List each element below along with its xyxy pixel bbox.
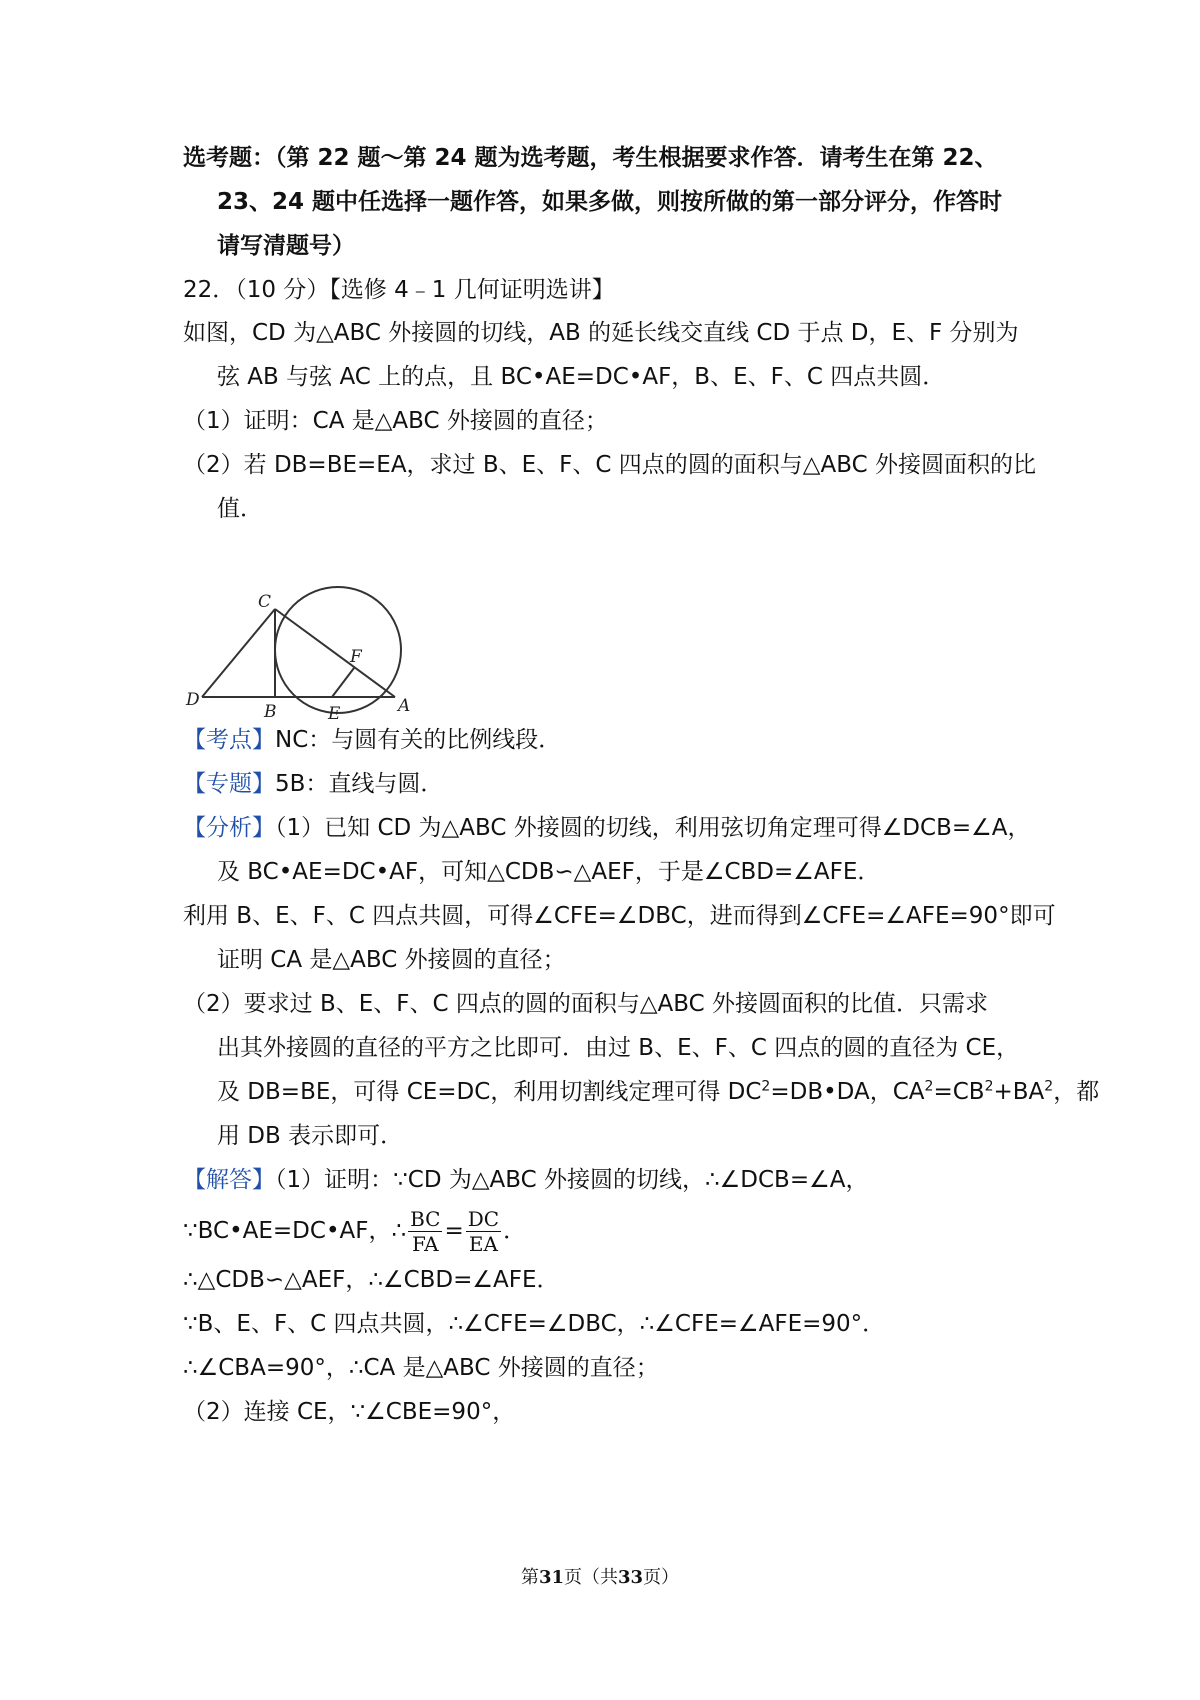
page-footer: [0, 1563, 1200, 1589]
sup-3: 2: [984, 1078, 994, 1095]
period: ．: [503, 1218, 527, 1244]
label-B: B: [264, 702, 277, 722]
fenxi-line-2: 及 BC•AE=DC•AF，可知△CDB∽△AEF，于是∠CBD=∠AFE．: [217, 859, 881, 885]
jieda-line-2: [183, 1206, 526, 1256]
sup-1: 2: [761, 1078, 771, 1095]
kaodian-line: [183, 725, 561, 755]
problem-stem-2: 弦 AB 与弦 AC 上的点，且 BC•AE=DC•AF，B、E、F、C 四点共圆．: [217, 364, 946, 390]
label-C: C: [258, 592, 272, 612]
fenxi-tag: 【分析】: [183, 815, 275, 841]
zhuanti-line: [183, 769, 443, 799]
geometry-figure: [180, 585, 420, 735]
frac1-numerator: BC: [410, 1207, 441, 1231]
label-F: F: [350, 647, 362, 667]
fenxi-line-5: （2）要求过 B、E、F、C 四点的圆的面积与△ABC 外接圆面积的比值．只需求: [183, 991, 989, 1017]
label-E: E: [328, 704, 341, 724]
jieda-line-4: ∵B、E、F、C 四点共圆，∴∠CFE=∠DBC，∴∠CFE=∠AFE=90°．: [183, 1311, 886, 1337]
jieda-tag: 【解答】: [183, 1167, 275, 1193]
fenxi-l7-a: 及 DB=BE，可得 CE=DC，利用切割线定理可得 DC: [217, 1079, 762, 1105]
segment-CA: [275, 609, 395, 697]
fenxi-l7-e: ，都: [1053, 1079, 1100, 1105]
circumcircle: [275, 587, 401, 713]
fenxi-line-1: [183, 813, 1031, 843]
sup-4: 2: [1044, 1078, 1054, 1095]
fraction-dc-ea: [466, 1207, 501, 1256]
fenxi-l7-d: +BA: [993, 1079, 1045, 1105]
fenxi-line-7: [217, 1077, 1099, 1107]
fenxi-line-6: 出其外接圆的直径的平方之比即可．由过 B、E、F、C 四点的圆的直径为 CE，: [217, 1035, 1020, 1061]
frac2-numerator: DC: [467, 1207, 500, 1231]
kaodian-text: NC：与圆有关的比例线段．: [275, 727, 562, 753]
kaodian-tag: 【考点】: [183, 727, 275, 753]
fraction-bc-fa: [408, 1207, 442, 1256]
footer-total: 33: [618, 1567, 644, 1588]
problem-stem-1: 如图，CD 为△ABC 外接圆的切线，AB 的延长线交直线 CD 于点 D，E、F 分别为: [183, 320, 1019, 346]
header-line-2: 23、24 题中任选择一题作答，如果多做，则按所做的第一部分评分，作答时: [217, 189, 1003, 215]
header-line-3: 请写清题号）: [217, 233, 355, 259]
fenxi-line-3: 利用 B、E、F、C 四点共圆，可得∠CFE=∠DBC，进而得到∠CFE=∠AFE=90°即可: [183, 903, 1056, 929]
zhuanti-tag: 【专题】: [183, 771, 275, 797]
jieda-line-5: ∴∠CBA=90°，∴CA 是△ABC 外接圆的直径；: [183, 1355, 659, 1381]
frac2-denominator: EA: [468, 1232, 498, 1256]
question-2-line-1: （2）若 DB=BE=EA，求过 B、E、F、C 四点的圆的面积与△ABC 外接圆面积的比: [183, 452, 1036, 478]
question-2-line-2: 值．: [217, 496, 263, 522]
fenxi-l7-c: =CB: [933, 1079, 985, 1105]
footer-post: 页）: [643, 1567, 680, 1588]
header-line-1: 选考题：（第 22 题～第 24 题为选考题，考生根据要求作答．请考生在第 22、: [183, 145, 998, 171]
jieda-text-2: ∵BC•AE=DC•AF，∴: [183, 1218, 407, 1244]
jieda-line-3: ∴△CDB∽△AEF，∴∠CBD=∠AFE．: [183, 1267, 560, 1293]
problem-title: 22．（10 分）【选修 4﹣1 几何证明选讲】: [183, 277, 615, 303]
fenxi-line-4: 证明 CA 是△ABC 外接圆的直径；: [217, 947, 566, 973]
jieda-text-1: （1）证明：∵CD 为△ABC 外接圆的切线，∴∠DCB=∠A，: [275, 1167, 869, 1193]
jieda-line-6: （2）连接 CE，∵∠CBE=90°，: [183, 1399, 516, 1425]
jieda-line-1: [183, 1165, 868, 1195]
sup-2: 2: [924, 1078, 934, 1095]
footer-pre: 第: [520, 1567, 539, 1588]
fenxi-line-8: 用 DB 表示即可．: [217, 1123, 404, 1149]
fenxi-l7-b: =DB•DA，CA: [770, 1079, 925, 1105]
label-D: D: [186, 690, 200, 710]
segment-DC: [202, 609, 275, 697]
label-A: A: [398, 696, 411, 716]
frac1-denominator: FA: [412, 1232, 439, 1256]
fenxi-text-1: （1）已知 CD 为△ABC 外接圆的切线，利用弦切角定理可得∠DCB=∠A，: [275, 815, 1031, 841]
zhuanti-text: 5B：直线与圆．: [275, 771, 444, 797]
equals-sign: =: [444, 1218, 464, 1244]
footer-mid: 页（共: [564, 1567, 618, 1588]
footer-page: 31: [538, 1567, 564, 1588]
question-1: （1）证明：CA 是△ABC 外接圆的直径；: [183, 408, 608, 434]
segment-EF: [332, 668, 354, 697]
